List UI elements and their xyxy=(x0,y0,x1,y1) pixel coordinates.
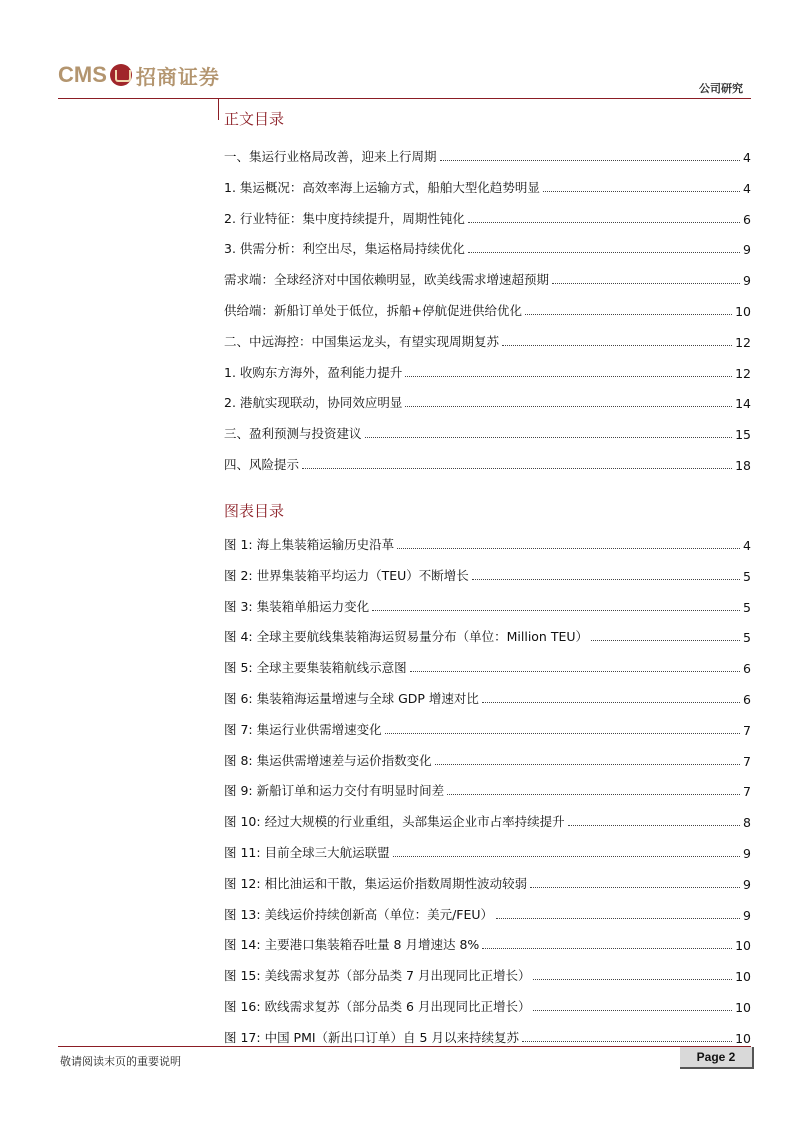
figure-entry-page: 10 xyxy=(735,1030,751,1046)
figure-entry[interactable] xyxy=(224,597,751,615)
toc-entry[interactable] xyxy=(224,209,751,227)
dot-leader xyxy=(525,313,732,315)
toc-entry-label: 3. 供需分析：利空出尽，集运格局持续优化 xyxy=(224,241,465,257)
dot-leader xyxy=(530,886,740,888)
toc-entry[interactable] xyxy=(224,301,751,319)
figure-entry[interactable] xyxy=(224,658,751,676)
figure-entry-label: 图 6: 集装箱海运量增速与全球 GDP 增速对比 xyxy=(224,691,479,706)
dot-leader xyxy=(543,190,740,192)
toc-entry-page: 6 xyxy=(743,211,751,227)
toc-entry-page: 9 xyxy=(743,242,751,258)
toc-title: 正文目录 xyxy=(224,110,285,128)
figure-entry-page: 7 xyxy=(743,722,751,738)
figure-entry-page: 5 xyxy=(743,599,751,615)
toc-entry-page: 18 xyxy=(735,458,751,473)
logo-cms-text: CMS xyxy=(58,62,107,87)
disclaimer-note: 敬请阅读末页的重要说明 xyxy=(60,1055,181,1068)
dot-leader xyxy=(552,282,740,284)
figure-entry-page: 6 xyxy=(743,661,751,677)
toc-entry[interactable] xyxy=(224,270,751,288)
figure-entry-page: 7 xyxy=(743,753,751,769)
figure-entry[interactable] xyxy=(224,935,751,953)
figure-entry-label: 图 9: 新船订单和运力交付有明显时间差 xyxy=(224,783,445,799)
toc-entry-page: 4 xyxy=(743,180,751,196)
dot-leader xyxy=(533,978,732,980)
toc-entry[interactable] xyxy=(224,147,751,165)
figure-entry[interactable] xyxy=(224,997,751,1015)
dot-leader xyxy=(405,405,732,407)
figure-entry[interactable] xyxy=(224,781,751,799)
toc-entry-label: 一、集运行业格局改善，迎来上行周期 xyxy=(224,149,437,164)
toc-entry-label: 二、中远海控：中国集运龙头，有望实现周期复苏 xyxy=(224,333,500,349)
toc-entry-page: 14 xyxy=(735,396,751,412)
dot-leader xyxy=(533,1009,732,1011)
figure-entry-page: 9 xyxy=(743,876,751,892)
figure-entry-label: 图 11: 目前全球三大航运联盟 xyxy=(224,845,390,860)
figure-entry[interactable] xyxy=(224,720,751,738)
figure-entry-page: 10 xyxy=(735,1000,751,1015)
dot-leader xyxy=(496,917,740,919)
figure-entry[interactable] xyxy=(224,905,751,923)
toc-entry-label: 1. 收购东方海外，盈利能力提升 xyxy=(224,364,403,380)
toc-entry-page: 12 xyxy=(735,365,751,381)
logo-mark-icon xyxy=(110,64,132,86)
dot-leader xyxy=(385,732,740,734)
figure-entry-page: 6 xyxy=(743,692,751,707)
figures-title: 图表目录 xyxy=(224,502,285,520)
figure-entry[interactable] xyxy=(224,627,751,645)
dot-leader xyxy=(502,344,732,346)
dot-leader xyxy=(365,436,733,438)
figure-entry-page: 10 xyxy=(735,938,751,954)
dot-leader xyxy=(440,159,741,161)
toc-entry-label: 1. 集运概况：高效率海上运输方式，船舶大型化趋势明显 xyxy=(224,179,540,195)
figure-entry[interactable] xyxy=(224,751,751,769)
figure-entry-label: 图 5: 全球主要集装箱航线示意图 xyxy=(224,660,407,676)
figure-entry-page: 4 xyxy=(743,538,751,553)
toc-entry-page: 9 xyxy=(743,273,751,289)
figure-entry-label: 图 16: 欧线需求复苏（部分品类 6 月出现同比正增长） xyxy=(224,999,531,1014)
figure-entry-label: 图 12: 相比油运和干散，集运运价指数周期性波动较弱 xyxy=(224,875,528,891)
dot-leader xyxy=(482,701,740,703)
dot-leader xyxy=(468,251,740,253)
figure-entry-page: 8 xyxy=(743,815,751,831)
figure-entry-label: 图 15: 美线需求复苏（部分品类 7 月出现同比正增长） xyxy=(224,968,531,984)
toc-entry-page: 15 xyxy=(735,427,751,443)
figure-entry-page: 9 xyxy=(743,846,751,861)
toc-entry[interactable] xyxy=(224,239,751,257)
figure-entry-page: 10 xyxy=(735,969,751,985)
figure-entry-label: 图 14: 主要港口集装箱吞吐量 8 月增速达 8% xyxy=(224,937,480,953)
brand-logo xyxy=(58,60,220,90)
figure-entry[interactable] xyxy=(224,874,751,892)
figure-entry-label: 图 1: 海上集装箱运输历史沿革 xyxy=(224,537,395,552)
figure-entry[interactable] xyxy=(224,966,751,984)
toc-entry-label: 需求端：全球经济对中国依赖明显，欧美线需求增速超预期 xyxy=(224,272,550,288)
dot-leader xyxy=(591,639,740,641)
logo-cn-text: 招商证券 xyxy=(135,64,220,89)
figure-entry-page: 5 xyxy=(743,568,751,584)
header-divider xyxy=(58,98,751,99)
figure-entry-page: 5 xyxy=(743,630,751,646)
toc-entry-page: 4 xyxy=(743,150,751,165)
dot-leader xyxy=(410,670,740,672)
report-type-tag: 公司研究 xyxy=(699,82,743,95)
figure-entry[interactable] xyxy=(224,535,751,553)
figure-entry-label: 图 17: 中国 PMI（新出口订单）自 5 月以来持续复苏 xyxy=(224,1029,519,1045)
header-vertical-divider xyxy=(218,98,219,120)
figure-entry-label: 图 2: 世界集装箱平均运力（TEU）不断增长 xyxy=(224,567,469,583)
toc-entry-label: 三、盈利预测与投资建议 xyxy=(224,426,362,442)
figure-entry-label: 图 10: 经过大规模的行业重组，头部集运企业市占率持续提升 xyxy=(224,814,565,830)
toc-entry[interactable] xyxy=(224,424,751,442)
dot-leader xyxy=(522,1040,732,1042)
figure-entry-label: 图 7: 集运行业供需增速变化 xyxy=(224,721,382,737)
toc-entry-label: 2. 港航实现联动，协同效应明显 xyxy=(224,395,403,411)
dot-leader xyxy=(472,578,740,580)
dot-leader xyxy=(447,793,740,795)
figure-entry-label: 图 3: 集装箱单船运力变化 xyxy=(224,598,370,614)
dot-leader xyxy=(405,375,732,377)
toc-entry[interactable] xyxy=(224,455,751,473)
figure-entry[interactable] xyxy=(224,843,751,861)
toc-entry[interactable] xyxy=(224,393,751,411)
figure-entry[interactable] xyxy=(224,812,751,830)
toc-entry-label: 供给端：新船订单处于低位，拆船+停航促进供给优化 xyxy=(224,303,522,318)
dot-leader xyxy=(568,824,740,826)
figure-entry-label: 图 13: 美线运价持续创新高（单位：美元/FEU） xyxy=(224,906,494,922)
toc-entry[interactable] xyxy=(224,363,751,381)
dot-leader xyxy=(468,221,740,223)
figure-entry-label: 图 4: 全球主要航线集装箱海运贸易量分布（单位：Million TEU） xyxy=(224,629,589,645)
figure-entry-page: 9 xyxy=(743,907,751,923)
page-number-badge: Page 2 xyxy=(680,1047,754,1069)
dot-leader xyxy=(372,609,740,611)
footer-divider xyxy=(58,1046,751,1047)
figure-entry[interactable] xyxy=(224,689,751,707)
toc-entry-page: 10 xyxy=(735,304,751,319)
toc-entry[interactable] xyxy=(224,332,751,350)
toc-entry-label: 2. 行业特征：集中度持续提升，周期性钝化 xyxy=(224,210,465,226)
toc-entry-page: 12 xyxy=(735,334,751,350)
dot-leader xyxy=(435,763,740,765)
figure-entry-page: 7 xyxy=(743,784,751,800)
figure-entry[interactable] xyxy=(224,1028,751,1046)
figure-entry[interactable] xyxy=(224,566,751,584)
toc-entry-label: 四、风险提示 xyxy=(224,457,300,472)
dot-leader xyxy=(302,467,732,469)
dot-leader xyxy=(393,855,740,857)
dot-leader xyxy=(482,947,732,949)
figure-entry-label: 图 8: 集运供需增速差与运价指数变化 xyxy=(224,752,432,768)
toc-entry[interactable] xyxy=(224,178,751,196)
dot-leader xyxy=(397,547,740,549)
